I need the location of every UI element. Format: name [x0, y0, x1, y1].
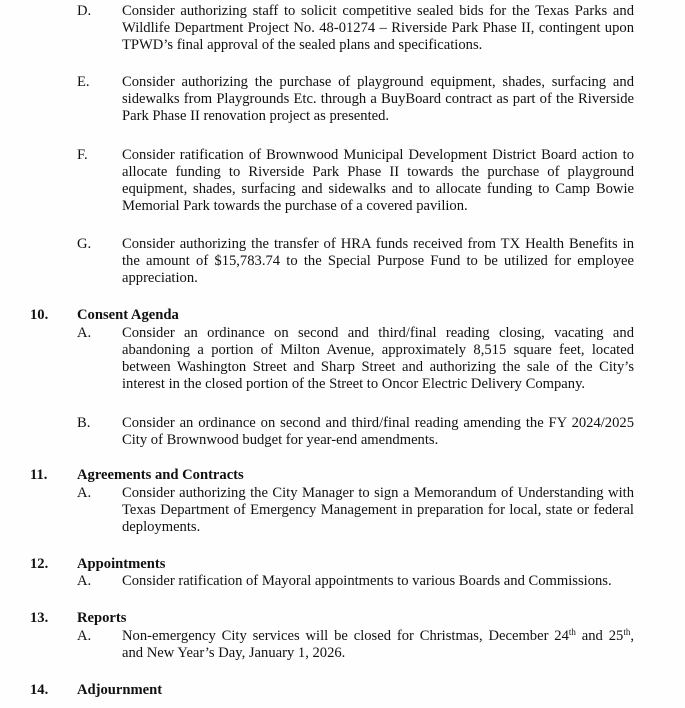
item-text: Consider authorizing the purchase of playground equipment, shades, surfacing and sidewalks from Playgrounds Etc. through a BuyBoard contract as part of the Riverside Park Phase II renovation project as presented. — [122, 74, 634, 124]
item-text: Consider authorizing the City Manager to sign a Memorandum of Understanding with Texas Department of Emergency Management in preparation for local, state or federal deployments. — [122, 485, 634, 535]
item-letter: A. — [77, 485, 92, 501]
section-number: 11. — [30, 467, 48, 483]
section-title: Consent Agenda — [77, 307, 179, 323]
item-text: Consider ratification of Mayoral appointments to various Boards and Commissions. — [122, 573, 612, 589]
item-text: Consider an ordinance on second and third/final reading amending the FY 2024/2025 City of Brownwood budget for year-end amendments. — [122, 415, 634, 448]
item-letter: A. — [77, 325, 92, 341]
section-title: Agreements and Contracts — [77, 467, 244, 483]
section-title: Appointments — [77, 556, 166, 572]
item-text: Consider authorizing staff to solicit competitive sealed bids for the Texas Parks and Wildlife Department Project No. 48-01274 – Riverside Park Phase II, contingent upon TPWD’s final approval of the sealed plans and specifications. — [122, 3, 634, 53]
section-number: 10. — [30, 307, 49, 323]
item-letter: G. — [77, 236, 92, 252]
item-letter: A. — [77, 628, 92, 644]
section-number: 12. — [30, 556, 49, 572]
item-letter: F. — [77, 147, 88, 163]
item-letter: A. — [77, 573, 92, 589]
section-title: Reports — [77, 610, 127, 626]
item-letter: D. — [77, 3, 92, 19]
item-letter: E. — [77, 74, 90, 90]
item-letter: B. — [77, 415, 91, 431]
item-text: Consider authorizing the transfer of HRA funds received from TX Health Benefits in the amount of $15,783.74 to the Special Purpose Fund to be utilized for employee appreciation. — [122, 236, 634, 286]
section-title: Adjournment — [77, 682, 163, 698]
section-number: 14. — [30, 682, 49, 698]
item-text: Consider an ordinance on second and third/final reading closing, vacating and abandoning a portion of Milton Avenue, approximately 8,515 square feet, located between Washington Street and Sharp Street and authorizing the sale of the City’s interest in the closed portion of the Street to Oncor Electric Delivery Company. — [122, 325, 634, 392]
item-text: Non-emergency City services will be closed for Christmas, December 24th and 25th, and New Year’s Day, January 1, 2026. — [122, 627, 634, 661]
item-text: Consider ratification of Brownwood Municipal Development District Board action to allocate funding to Riverside Park Phase II towards the purchase of playground equipment, shades, surfacing and sidewalks and to allocate funding to Camp Bowie Memorial Park towards the purchase of a covered pavilion. — [122, 147, 634, 214]
section-number: 13. — [30, 610, 49, 626]
